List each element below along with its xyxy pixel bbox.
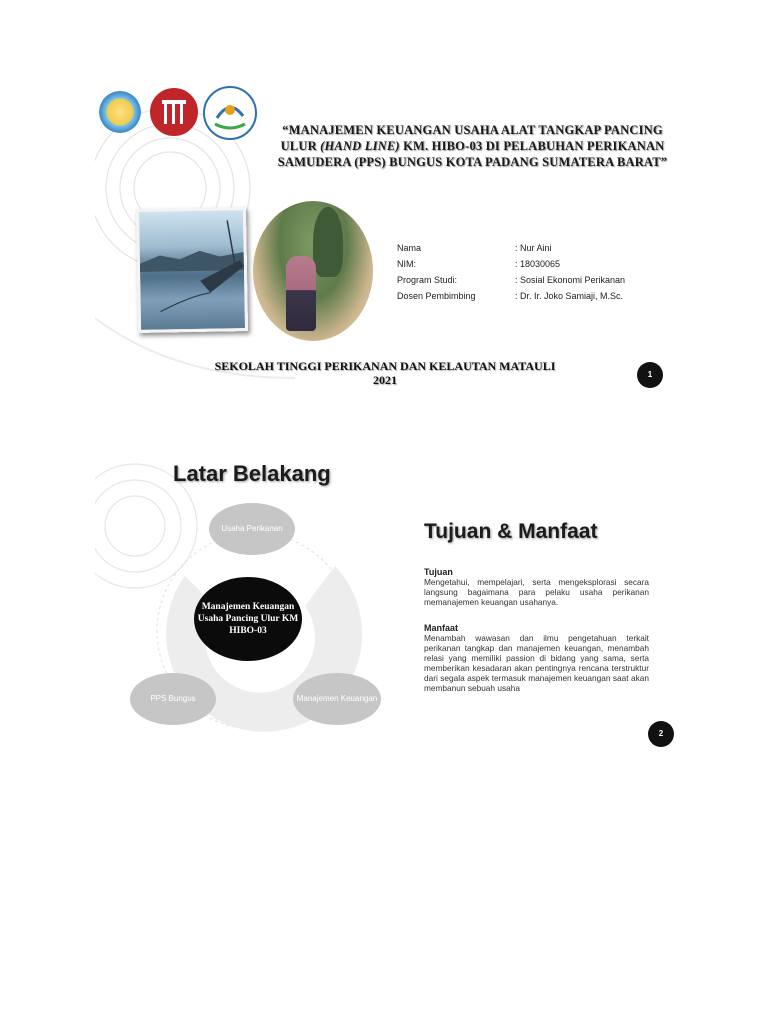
center-node: Manajemen Keuangan Usaha Pancing Ulur KM HIBO-03 — [194, 577, 302, 661]
student-photo — [253, 201, 373, 341]
info-label: Program Studi: — [397, 275, 458, 285]
info-label: NIM: — [397, 259, 416, 269]
info-row — [397, 240, 625, 256]
student-info — [397, 240, 625, 304]
school-line-1: SEKOLAH TINGGI PERIKANAN DAN KELAUTAN MATAULI — [214, 359, 556, 373]
info-value: : Dr. Ir. Joko Samiaji, M.Sc. — [515, 291, 624, 301]
institution-logo-1 — [99, 91, 141, 133]
logo-2-emblem — [152, 90, 196, 134]
school-year: 2021 — [373, 373, 397, 387]
school-name — [190, 359, 580, 387]
manfaat-section — [424, 623, 649, 693]
title-text-1: “MANAJEMEN KEUANGAN USAHA ALAT TANGKAP PANCING ULUR — [280, 123, 663, 153]
institution-logo-3 — [203, 86, 257, 140]
slide-1 — [95, 78, 680, 408]
logo-3-emblem — [205, 88, 255, 138]
tujuan-text: Mengetahui, mempelajari, serta mengeksplorasi secara langsung bagaimana para pelaku usaha perikanan memanajemen keuangan usahanya. — [424, 577, 649, 607]
node-manajemen-keuangan: Manajemen Keuangan — [293, 673, 381, 725]
tujuan-manfaat-title: Tujuan & Manfaat — [424, 520, 598, 543]
page-number-badge-1: 1 — [637, 362, 663, 388]
info-value: : Sosial Ekonomi Perikanan — [515, 275, 626, 285]
info-value: : 18030065 — [515, 259, 561, 269]
info-label: Dosen Pembimbing — [397, 291, 476, 301]
tree-shape — [313, 207, 343, 277]
info-row — [397, 256, 625, 272]
lake-photo — [136, 207, 248, 333]
page-number-badge-2: 2 — [648, 721, 674, 747]
manfaat-heading: Manfaat — [424, 623, 459, 633]
node-usaha-perikanan: Usaha Perikanan — [209, 503, 295, 555]
latar-belakang-title: Latar Belakang — [173, 461, 331, 486]
person-figure — [286, 256, 316, 331]
tujuan-heading: Tujuan — [424, 567, 453, 577]
lake-photo-art — [139, 210, 245, 330]
title-italic: (HAND LINE) — [320, 139, 400, 153]
tujuan-section — [424, 567, 649, 607]
info-row — [397, 288, 625, 304]
node-pps-bungus: PPS Bungus — [130, 673, 216, 725]
title-text-2: KM. HIBO-03 DI PELABUHAN PERIKANAN SAMUDERA (PPS) BUNGUS KOTA PADANG SUMATERA BARAT” — [277, 139, 668, 169]
slide-1-title — [275, 122, 670, 170]
manfaat-text: Menambah wawasan dan ilmu pengetahuan terkait perikanan tangkap dan manajemen keuangan, menambah relasi yang memiliki passion di bidang yang sama, serta memberikan kesadaran akan pentingnya rencana terstruktur dari segala aspek termasuk manajemen keuangan saat akan membanun sebuah usaha — [424, 633, 649, 693]
info-label: Nama — [397, 243, 422, 253]
info-value: : Nur Aini — [515, 243, 552, 253]
info-row — [397, 272, 625, 288]
institution-logo-2 — [150, 88, 198, 136]
